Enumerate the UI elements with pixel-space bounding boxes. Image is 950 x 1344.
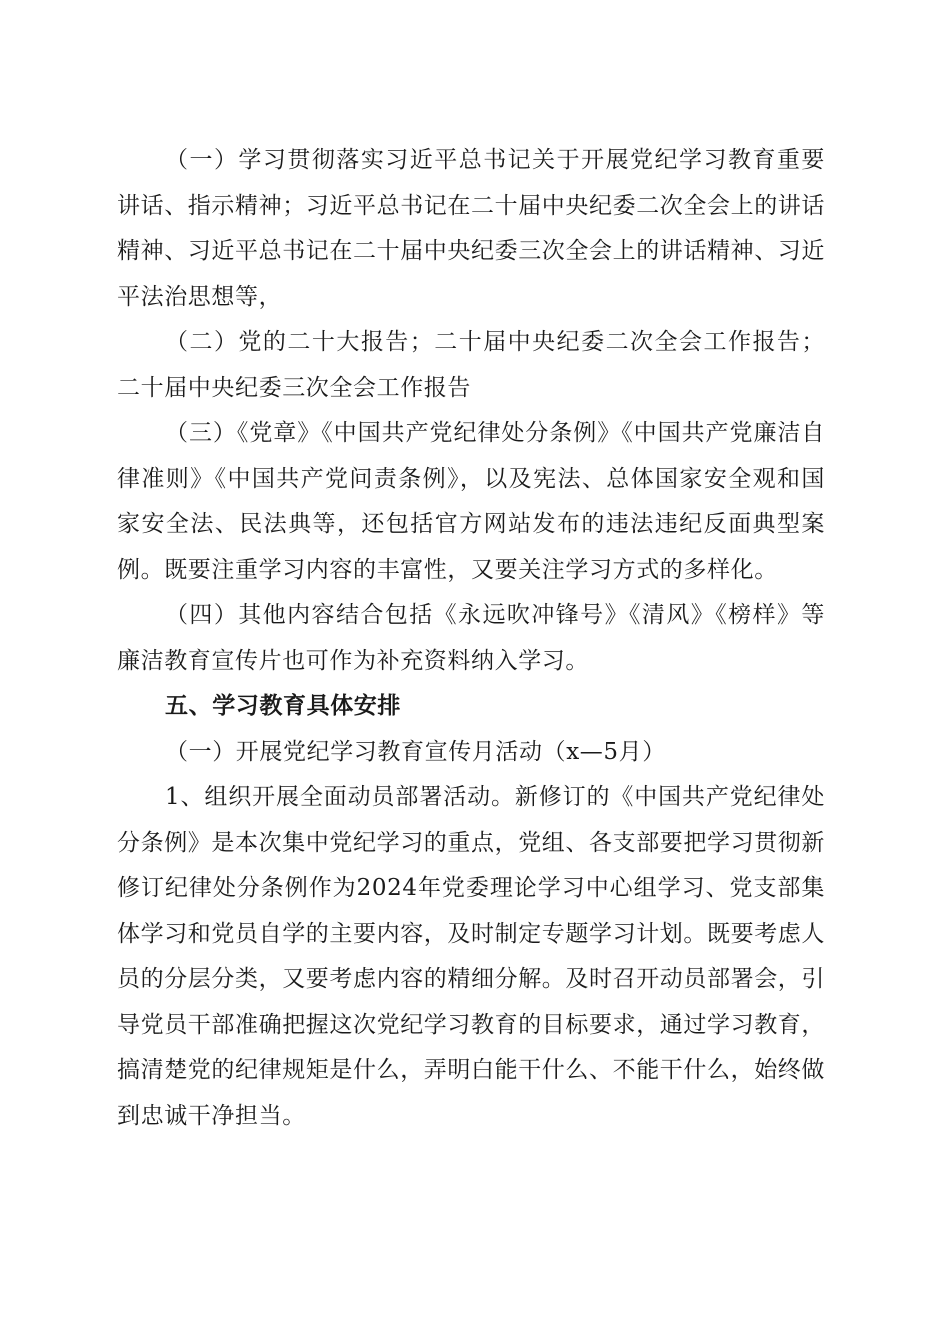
paragraph-study-item-4: （四）其他内容结合包括《永远吹冲锋号》《清风》《榜样》等廉洁教育宣传片也可作为补充资料纳入学习。 — [117, 602, 825, 674]
sub-heading: （一）开展党纪学习教育宣传月活动（x—5月） — [165, 738, 666, 765]
paragraph-study-item-3: （三）《党章》《中国共产党纪律处分条例》《中国共产党廉洁自律准则》《中国共产党问责条例》，以及宪法、总体国家安全观和国家安全法、民法典等，还包括官方网站发布的违法违纪反面典型案例。既要注重学习内容的丰富性，又要关注学习方式的多样化。 — [117, 420, 825, 583]
paragraph-study-item-2: （二）党的二十大报告；二十届中央纪委二次全会工作报告；二十届中央纪委三次全会工作报告 — [117, 329, 825, 401]
document-page — [117, 138, 825, 1139]
paragraph-study-item-1: （一）学习贯彻落实习近平总书记关于开展党纪学习教育重要讲话、指示精神；习近平总书记在二十届中央纪委二次全会上的讲话精神、习近平总书记在二十届中央纪委三次全会上的讲话精神、习近平法治思想等， — [117, 147, 825, 310]
section-heading: 五、学习教育具体安排 — [165, 693, 401, 719]
paragraph-mobilization: 1、组织开展全面动员部署活动。新修订的《中国共产党纪律处分条例》是本次集中党纪学习的重点，党组、各支部要把学习贯彻新修订纪律处分条例作为2024年党委理论学习中心组学习、党支部集体学习和党员自学的主要内容，及时制定专题学习计划。既要考虑人员的分层分类，又要考虑内容的精细分解。及时召开动员部署会，引导党员干部准确把握这次党纪学习教育的目标要求，通过学习教育，搞清楚党的纪律规矩是什么，弄明白能干什么、不能干什么，始终做到忠诚干净担当。 — [117, 784, 825, 1129]
